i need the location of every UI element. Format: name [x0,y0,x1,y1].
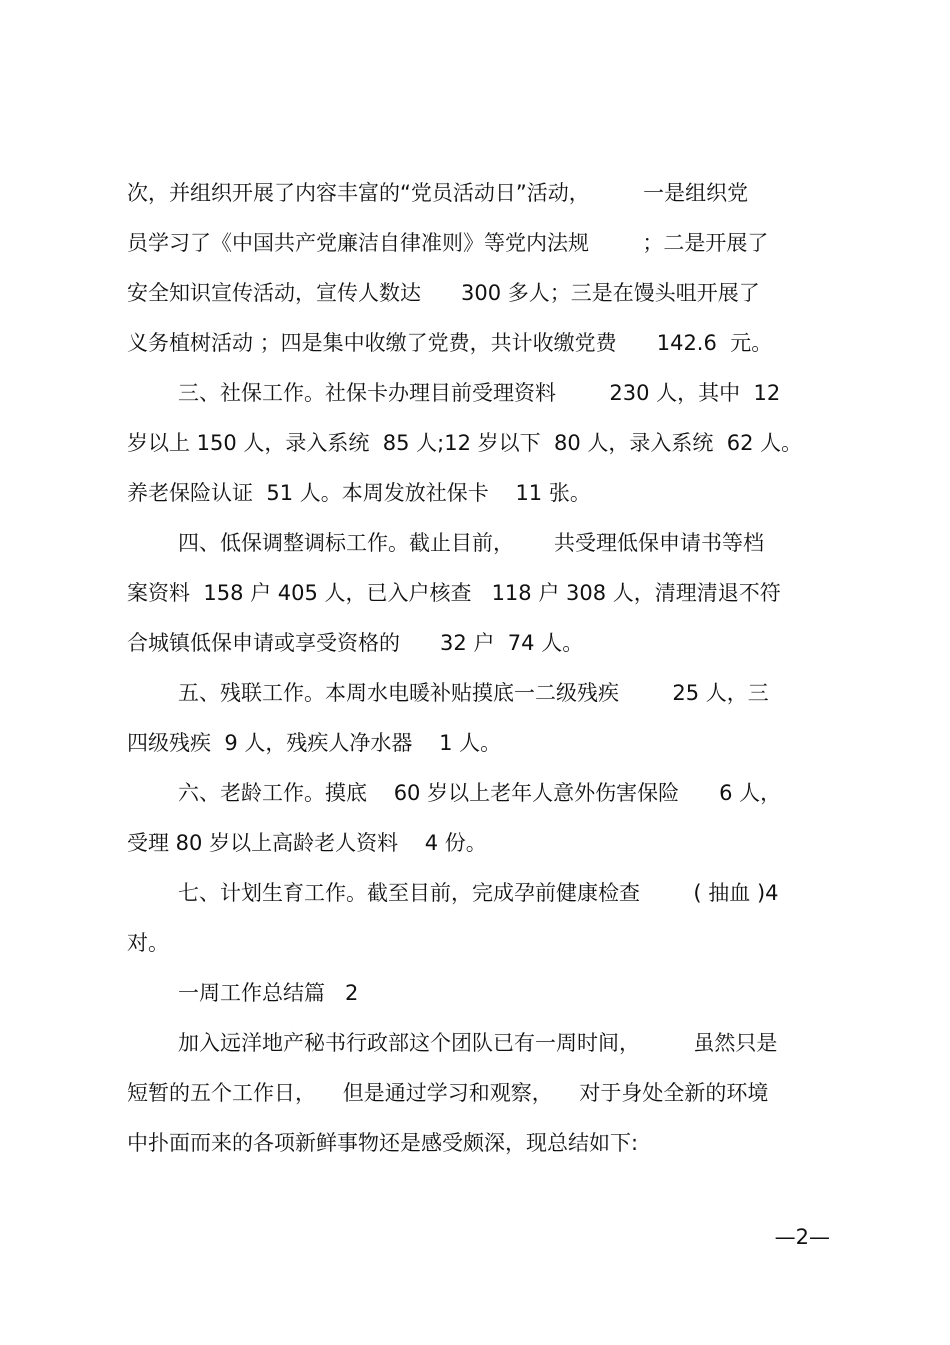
text-line: 安全知识宣传活动，宣传人数达 300 多人；三是在馒头咀开展了 [127,281,760,305]
text-line: 合城镇低保申请或享受资格的 32 户 74 人。 [127,631,584,655]
text-line: 次，并组织开展了内容丰富的“党员活动日”活动， 一是组织党 [127,181,749,205]
section-heading-elderly: 六、老龄工作。摸底 60 岁以上老年人意外伤害保险 6 人， [178,781,782,805]
text-line: 义务植树活动 ；四是集中收缴了党费，共计收缴党费 142.6 元。 [127,331,773,355]
section-heading-family-planning: 七、计划生育工作。截至目前，完成孕前健康检查 ( 抽血 )4 [178,881,779,905]
section-heading-disability: 五、残联工作。本周水电暖补贴摸底一二级残疾 25 人，三 [178,681,769,705]
article-title: 一周工作总结篇 2 [178,981,359,1005]
section-heading-low-income: 四、低保调整调标工作。截止目前， 共受理低保申请书等档 [178,531,765,555]
text-line: 岁以上 150 人，录入系统 85 人;12 岁以下 80 人，录入系统 62 人。 [127,431,803,455]
text-line: 对。 [127,931,169,955]
text-line: 员学习了《中国共产党廉洁自律准则》等党内法规 ；二是开展了 [127,231,769,255]
text-line: 四级残疾 9 人，残疾人净水器 1 人。 [127,731,502,755]
text-line: 受理 80 岁以上高龄老人资料 4 份。 [127,831,487,855]
text-line: 短暂的五个工作日， 但是通过学习和观察， 对于身处全新的环境 [127,1081,769,1105]
text-line: 中扑面而来的各项新鲜事物还是感受颇深，现总结如下: [127,1131,639,1155]
text-line: 案资料 158 户 405 人，已入户核查 118 户 308 人，清理清退不符 [127,581,781,605]
text-line: 养老保险认证 51 人。本周发放社保卡 11 张。 [127,481,591,505]
page-number: —2— [774,1225,830,1249]
section-heading-social-security: 三、社保工作。社保卡办理目前受理资料 230 人，其中 12 [178,381,781,405]
text-line: 加入远洋地产秘书行政部这个团队已有一周时间， 虽然只是 [178,1031,778,1055]
